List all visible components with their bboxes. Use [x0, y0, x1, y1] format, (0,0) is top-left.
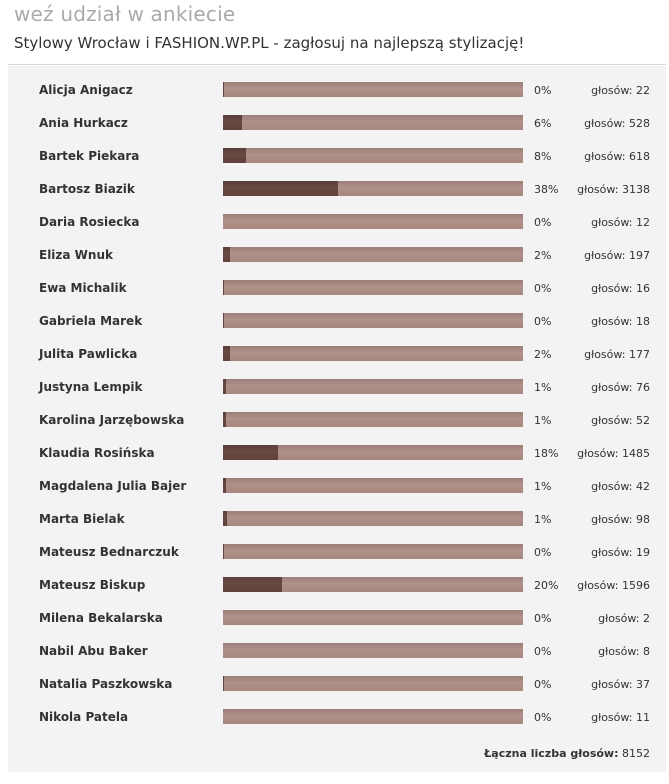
vote-percent: 8%	[534, 150, 552, 163]
candidate-name: Karolina Jarzębowska	[39, 413, 185, 427]
vote-percent: 0%	[534, 612, 552, 625]
total-votes-value: 8152	[622, 747, 650, 760]
vote-bar	[223, 676, 523, 691]
candidate-name: Bartek Piekara	[39, 149, 140, 163]
vote-bar-fill	[223, 115, 242, 130]
poll-row	[8, 503, 666, 536]
vote-bar	[223, 610, 523, 625]
vote-bar-fill	[223, 280, 224, 295]
candidate-name: Alicja Anigacz	[39, 83, 133, 97]
vote-bar-fill	[223, 445, 278, 460]
vote-bar-fill	[223, 676, 224, 691]
vote-count: głosów: 37	[591, 678, 650, 691]
candidate-name: Nikola Patela	[39, 710, 129, 724]
candidate-name: Klaudia Rosińska	[39, 446, 155, 460]
vote-bar-fill	[223, 181, 338, 196]
total-votes	[484, 747, 650, 760]
poll-row	[8, 74, 666, 107]
candidate-name: Daria Rosiecka	[39, 215, 140, 229]
candidate-name: Nabil Abu Baker	[39, 644, 148, 658]
poll-row	[8, 272, 666, 305]
vote-percent: 0%	[534, 546, 552, 559]
header-divider	[8, 64, 666, 65]
candidate-name: Natalia Paszkowska	[39, 677, 173, 691]
vote-count: głosów: 1485	[577, 447, 650, 460]
vote-bar	[223, 181, 523, 196]
vote-percent: 6%	[534, 117, 552, 130]
vote-count: głosów: 177	[584, 348, 650, 361]
vote-count: głosów: 22	[591, 84, 650, 97]
vote-bar-fill	[223, 247, 230, 262]
candidate-name: Magdalena Julia Bajer	[39, 479, 187, 493]
vote-count: głosów: 197	[584, 249, 650, 262]
candidate-name: Marta Bielak	[39, 512, 125, 526]
candidate-name: Mateusz Biskup	[39, 578, 146, 592]
vote-bar-fill	[223, 412, 226, 427]
vote-percent: 18%	[534, 447, 559, 460]
poll-row	[8, 140, 666, 173]
vote-bar-fill	[223, 313, 224, 328]
poll-row	[8, 404, 666, 437]
vote-bar	[223, 445, 523, 460]
candidate-name: Gabriela Marek	[39, 314, 143, 328]
vote-bar	[223, 148, 523, 163]
vote-percent: 1%	[534, 480, 552, 493]
vote-percent: 1%	[534, 513, 552, 526]
vote-percent: 0%	[534, 678, 552, 691]
poll-row	[8, 569, 666, 602]
vote-count: głosów: 12	[591, 216, 650, 229]
vote-bar	[223, 478, 523, 493]
vote-bar-fill	[223, 544, 224, 559]
poll-row	[8, 239, 666, 272]
vote-percent: 0%	[534, 645, 552, 658]
vote-percent: 0%	[534, 84, 552, 97]
vote-percent: 0%	[534, 711, 552, 724]
vote-count: głosów: 18	[591, 315, 650, 328]
poll-row	[8, 536, 666, 569]
vote-percent: 38%	[534, 183, 559, 196]
poll-row	[8, 635, 666, 668]
vote-count: głosów: 42	[591, 480, 650, 493]
vote-bar	[223, 544, 523, 559]
vote-count: głosów: 52	[591, 414, 650, 427]
candidate-name: Milena Bekalarska	[39, 611, 163, 625]
vote-bar-fill	[223, 346, 230, 361]
vote-count: głosów: 528	[584, 117, 650, 130]
vote-bar	[223, 412, 523, 427]
poll-row	[8, 701, 666, 734]
vote-bar-fill	[223, 148, 246, 163]
vote-count: głosów: 8	[598, 645, 650, 658]
vote-bar	[223, 115, 523, 130]
vote-bar	[223, 577, 523, 592]
vote-bar	[223, 82, 523, 97]
poll-row	[8, 107, 666, 140]
vote-bar	[223, 247, 523, 262]
vote-count: głosów: 16	[591, 282, 650, 295]
vote-count: głosów: 618	[584, 150, 650, 163]
vote-bar	[223, 346, 523, 361]
poll-row	[8, 305, 666, 338]
vote-percent: 2%	[534, 249, 552, 262]
poll-header-title: weź udział w ankiecie	[14, 2, 236, 26]
vote-percent: 1%	[534, 381, 552, 394]
candidate-name: Julita Pawlicka	[39, 347, 138, 361]
vote-count: głosów: 11	[591, 711, 650, 724]
vote-bar	[223, 643, 523, 658]
vote-bar	[223, 280, 523, 295]
vote-percent: 1%	[534, 414, 552, 427]
poll-row	[8, 602, 666, 635]
vote-bar	[223, 214, 523, 229]
vote-count: głosów: 1596	[577, 579, 650, 592]
poll-subtitle: Stylowy Wrocław i FASHION.WP.PL - zagłosuj na najlepszą stylizację!	[14, 34, 525, 52]
vote-bar-fill	[223, 82, 224, 97]
candidate-name: Bartosz Biazik	[39, 182, 135, 196]
vote-bar-fill	[223, 379, 226, 394]
poll-row	[8, 206, 666, 239]
vote-bar	[223, 511, 523, 526]
poll-results-panel	[8, 66, 666, 772]
vote-bar-fill	[223, 478, 226, 493]
vote-percent: 20%	[534, 579, 559, 592]
candidate-name: Eliza Wnuk	[39, 248, 113, 262]
candidate-name: Justyna Lempik	[39, 380, 143, 394]
vote-percent: 2%	[534, 348, 552, 361]
vote-percent: 0%	[534, 216, 552, 229]
candidate-name: Ania Hurkacz	[39, 116, 128, 130]
poll-row	[8, 371, 666, 404]
vote-count: głosów: 3138	[577, 183, 650, 196]
poll-row	[8, 437, 666, 470]
poll-row	[8, 338, 666, 371]
poll-row	[8, 470, 666, 503]
vote-count: głosów: 2	[598, 612, 650, 625]
total-votes-label: Łączna liczba głosów:	[484, 747, 619, 760]
poll-row	[8, 668, 666, 701]
vote-percent: 0%	[534, 315, 552, 328]
vote-bar	[223, 709, 523, 724]
vote-bar-fill	[223, 577, 282, 592]
candidate-name: Mateusz Bednarczuk	[39, 545, 179, 559]
vote-count: głosów: 76	[591, 381, 650, 394]
vote-bar	[223, 313, 523, 328]
vote-bar-fill	[223, 511, 227, 526]
poll-row	[8, 173, 666, 206]
vote-count: głosów: 19	[591, 546, 650, 559]
vote-count: głosów: 98	[591, 513, 650, 526]
candidate-name: Ewa Michalik	[39, 281, 127, 295]
vote-bar	[223, 379, 523, 394]
vote-percent: 0%	[534, 282, 552, 295]
